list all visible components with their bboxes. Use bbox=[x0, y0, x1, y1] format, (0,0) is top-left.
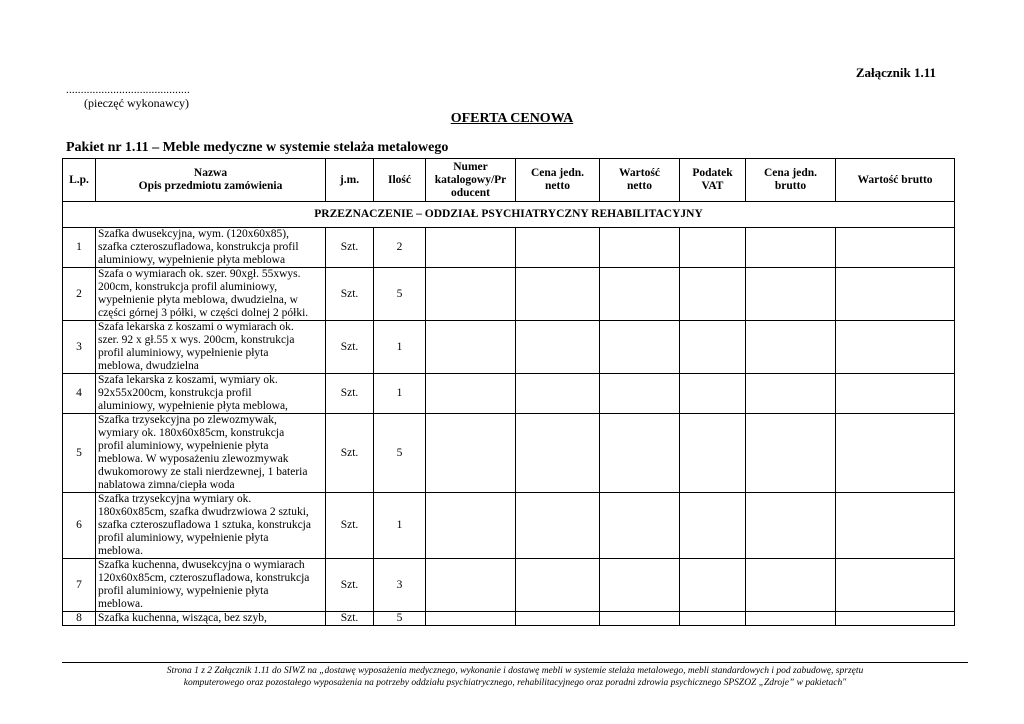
description-line: Szafa lekarska z koszami, wymiary ok. bbox=[98, 374, 278, 386]
col-header-unit-gross: Cena jedn. brutto bbox=[746, 159, 836, 202]
description-line: wymiary ok. 180x60x85cm, konstrukcja bbox=[98, 427, 285, 439]
row-qty: 5 bbox=[374, 268, 426, 321]
row-qty: 1 bbox=[374, 493, 426, 559]
row-unit: Szt. bbox=[326, 374, 374, 414]
row-unit-gross-cell bbox=[746, 228, 836, 268]
row-description bbox=[96, 228, 326, 268]
row-catalog-cell bbox=[426, 493, 516, 559]
description-line: Szafa lekarska z koszami o wymiarach ok. bbox=[98, 321, 294, 333]
row-lp: 7 bbox=[63, 559, 96, 612]
description-line: meblowa. bbox=[98, 545, 144, 557]
row-lp: 8 bbox=[63, 612, 96, 626]
row-unit: Szt. bbox=[326, 228, 374, 268]
row-unit-gross-cell bbox=[746, 374, 836, 414]
row-catalog-cell bbox=[426, 268, 516, 321]
description-line: meblowa. W wyposażeniu zlewozmywak bbox=[98, 453, 289, 465]
description-line: szafka czteroszufladowa, konstrukcja profil bbox=[98, 241, 299, 253]
description-line: Szafa o wymiarach ok. szer. 90xgł. 55xwys. bbox=[98, 268, 301, 280]
row-unit-gross-cell bbox=[746, 559, 836, 612]
row-unit-net-cell bbox=[516, 228, 600, 268]
description-line: profil aluminiowy, wypełnienie płyta bbox=[98, 585, 269, 597]
row-lp: 1 bbox=[63, 228, 96, 268]
row-value-gross-cell bbox=[836, 493, 955, 559]
row-unit: Szt. bbox=[326, 321, 374, 374]
row-vat-cell bbox=[680, 228, 746, 268]
row-unit-net-cell bbox=[516, 559, 600, 612]
row-value-net-cell bbox=[600, 493, 680, 559]
table-row bbox=[63, 374, 955, 414]
description-line: profil aluminiowy, wypełnienie płyta bbox=[98, 347, 269, 359]
table-row bbox=[63, 268, 955, 321]
col-header-vat: Podatek VAT bbox=[680, 159, 746, 202]
row-value-net-cell bbox=[600, 559, 680, 612]
row-unit: Szt. bbox=[326, 414, 374, 493]
row-description bbox=[96, 493, 326, 559]
description-line: profil aluminiowy, wypełnienie płyta bbox=[98, 532, 269, 544]
description-line: 180x60x85cm, szafka dwudrzwiowa 2 sztuki, bbox=[98, 506, 309, 518]
row-description bbox=[96, 414, 326, 493]
description-line: nablatowa zimna/ciepła woda bbox=[98, 479, 235, 491]
row-unit-gross-cell bbox=[746, 612, 836, 626]
col-header-name: Nazwa Opis przedmiotu zamówienia bbox=[96, 159, 326, 202]
row-unit-gross-cell bbox=[746, 414, 836, 493]
attachment-number: Załącznik 1.11 bbox=[855, 65, 936, 80]
row-catalog-cell bbox=[426, 374, 516, 414]
row-vat-cell bbox=[680, 612, 746, 626]
row-description bbox=[96, 612, 326, 626]
row-value-net-cell bbox=[600, 268, 680, 321]
col-header-catalog: Numer katalogowy/Pr oducent bbox=[426, 159, 516, 202]
footer-line-1: Strona 1 z 2 Załącznik 1.11 do SIWZ na „dostawę wyposażenia medycznego, wykonanie i dostawę mebli w systemie stelaża metalowego, mebli standardowych i pod zabudowę, sprzętu bbox=[166, 666, 864, 676]
row-vat-cell bbox=[680, 321, 746, 374]
row-catalog-cell bbox=[426, 559, 516, 612]
row-value-gross-cell bbox=[836, 559, 955, 612]
description-line: Szafka trzysekcyjna po zlewozmywak, bbox=[98, 414, 277, 426]
description-line: Szafka dwusekcyjna, wym. (120x60x85), bbox=[98, 228, 289, 240]
row-value-net-cell bbox=[600, 374, 680, 414]
table-header-row bbox=[63, 159, 955, 202]
row-qty: 1 bbox=[374, 374, 426, 414]
col-header-qty: Ilość bbox=[374, 159, 426, 202]
row-description bbox=[96, 559, 326, 612]
table-row bbox=[63, 228, 955, 268]
row-unit: Szt. bbox=[326, 559, 374, 612]
row-vat-cell bbox=[680, 559, 746, 612]
row-value-net-cell bbox=[600, 228, 680, 268]
col-header-value-gross: Wartość brutto bbox=[836, 159, 955, 202]
row-qty: 5 bbox=[374, 612, 426, 626]
row-qty: 1 bbox=[374, 321, 426, 374]
row-value-gross-cell bbox=[836, 612, 955, 626]
row-unit: Szt. bbox=[326, 268, 374, 321]
row-value-gross-cell bbox=[836, 414, 955, 493]
row-description bbox=[96, 268, 326, 321]
row-description bbox=[96, 374, 326, 414]
footer-divider bbox=[62, 662, 968, 663]
description-line: Szafka kuchenna, dwusekcyjna o wymiarach bbox=[98, 559, 305, 571]
description-line: Szafka kuchenna, wisząca, bez szyb, bbox=[98, 612, 267, 624]
row-qty: 5 bbox=[374, 414, 426, 493]
table-row bbox=[63, 612, 955, 626]
row-lp: 3 bbox=[63, 321, 96, 374]
table-row bbox=[63, 414, 955, 493]
row-lp: 4 bbox=[63, 374, 96, 414]
row-vat-cell bbox=[680, 493, 746, 559]
row-value-net-cell bbox=[600, 321, 680, 374]
table-row bbox=[63, 559, 955, 612]
row-qty: 3 bbox=[374, 559, 426, 612]
row-vat-cell bbox=[680, 374, 746, 414]
description-line: 200cm, konstrukcja profil aluminiowy, bbox=[98, 281, 278, 293]
row-value-gross-cell bbox=[836, 228, 955, 268]
row-catalog-cell bbox=[426, 321, 516, 374]
col-header-unit: j.m. bbox=[326, 159, 374, 202]
row-value-gross-cell bbox=[836, 268, 955, 321]
row-unit-net-cell bbox=[516, 321, 600, 374]
description-line: Szafka trzysekcyjna wymiary ok. bbox=[98, 493, 252, 505]
seal-label: (pieczęć wykonawcy) bbox=[84, 96, 189, 110]
row-unit-net-cell bbox=[516, 374, 600, 414]
row-value-net-cell bbox=[600, 414, 680, 493]
row-catalog-cell bbox=[426, 228, 516, 268]
row-catalog-cell bbox=[426, 612, 516, 626]
row-value-net-cell bbox=[600, 612, 680, 626]
description-line: aluminiowy, wypełnienie płyta meblowa, bbox=[98, 400, 288, 412]
document-title: OFERTA CENOWA bbox=[450, 111, 574, 126]
col-header-value-net: Wartość netto bbox=[600, 159, 680, 202]
row-catalog-cell bbox=[426, 414, 516, 493]
row-lp: 5 bbox=[63, 414, 96, 493]
col-header-lp: L.p. bbox=[63, 159, 96, 202]
row-unit-net-cell bbox=[516, 268, 600, 321]
row-qty: 2 bbox=[374, 228, 426, 268]
description-line: części górnej 3 półki, w części dolnej 2 półki. bbox=[98, 307, 309, 319]
row-unit-net-cell bbox=[516, 612, 600, 626]
table-row bbox=[63, 321, 955, 374]
row-unit-net-cell bbox=[516, 493, 600, 559]
description-line: szer. 92 x gł.55 x wys. 200cm, konstrukcja bbox=[98, 334, 295, 346]
description-line: wypełnienie płyta meblowa, dwudzielna, w bbox=[98, 294, 298, 306]
description-line: profil aluminiowy, wypełnienie płyta bbox=[98, 440, 269, 452]
row-description bbox=[96, 321, 326, 374]
description-line: 120x60x85cm, czteroszufladowa, konstrukcja bbox=[98, 572, 310, 584]
seal-dots: .......................................... bbox=[66, 84, 190, 96]
row-lp: 2 bbox=[63, 268, 96, 321]
row-vat-cell bbox=[680, 414, 746, 493]
page-footer bbox=[62, 665, 968, 689]
description-line: meblowa, dwudzielna bbox=[98, 360, 199, 372]
package-heading: Pakiet nr 1.11 – Meble medyczne w systemie stelaża metalowego bbox=[66, 140, 449, 155]
row-unit-gross-cell bbox=[746, 321, 836, 374]
description-line: dwukomorowy ze stali nierdzewnej, 1 bateria bbox=[98, 466, 308, 478]
description-line: meblowa. bbox=[98, 598, 144, 610]
table-row bbox=[63, 493, 955, 559]
row-unit: Szt. bbox=[326, 612, 374, 626]
col-header-unit-net: Cena jedn. netto bbox=[516, 159, 600, 202]
description-line: szafka czteroszufladowa 1 sztuka, konstrukcja bbox=[98, 519, 311, 531]
section-row bbox=[63, 202, 955, 228]
description-line: aluminiowy, wypełnienie płyta meblowa bbox=[98, 254, 286, 266]
section-title: PRZEZNACZENIE – ODDZIAŁ PSYCHIATRYCZNY REHABILITACYJNY bbox=[63, 202, 955, 228]
row-value-gross-cell bbox=[836, 321, 955, 374]
row-unit-net-cell bbox=[516, 414, 600, 493]
description-line: 92x55x200cm, konstrukcja profil bbox=[98, 387, 252, 399]
row-unit: Szt. bbox=[326, 493, 374, 559]
row-value-gross-cell bbox=[836, 374, 955, 414]
footer-line-2: komputerowego oraz pozostałego wyposażenia na potrzeby oddziału psychiatrycznego, rehabilitacyjnego oraz poradni zdrowia psychicznego SPSZOZ „Zdroje” w pakietach" bbox=[183, 678, 847, 688]
price-offer-table bbox=[62, 158, 955, 626]
row-vat-cell bbox=[680, 268, 746, 321]
row-lp: 6 bbox=[63, 493, 96, 559]
row-unit-gross-cell bbox=[746, 268, 836, 321]
row-unit-gross-cell bbox=[746, 493, 836, 559]
